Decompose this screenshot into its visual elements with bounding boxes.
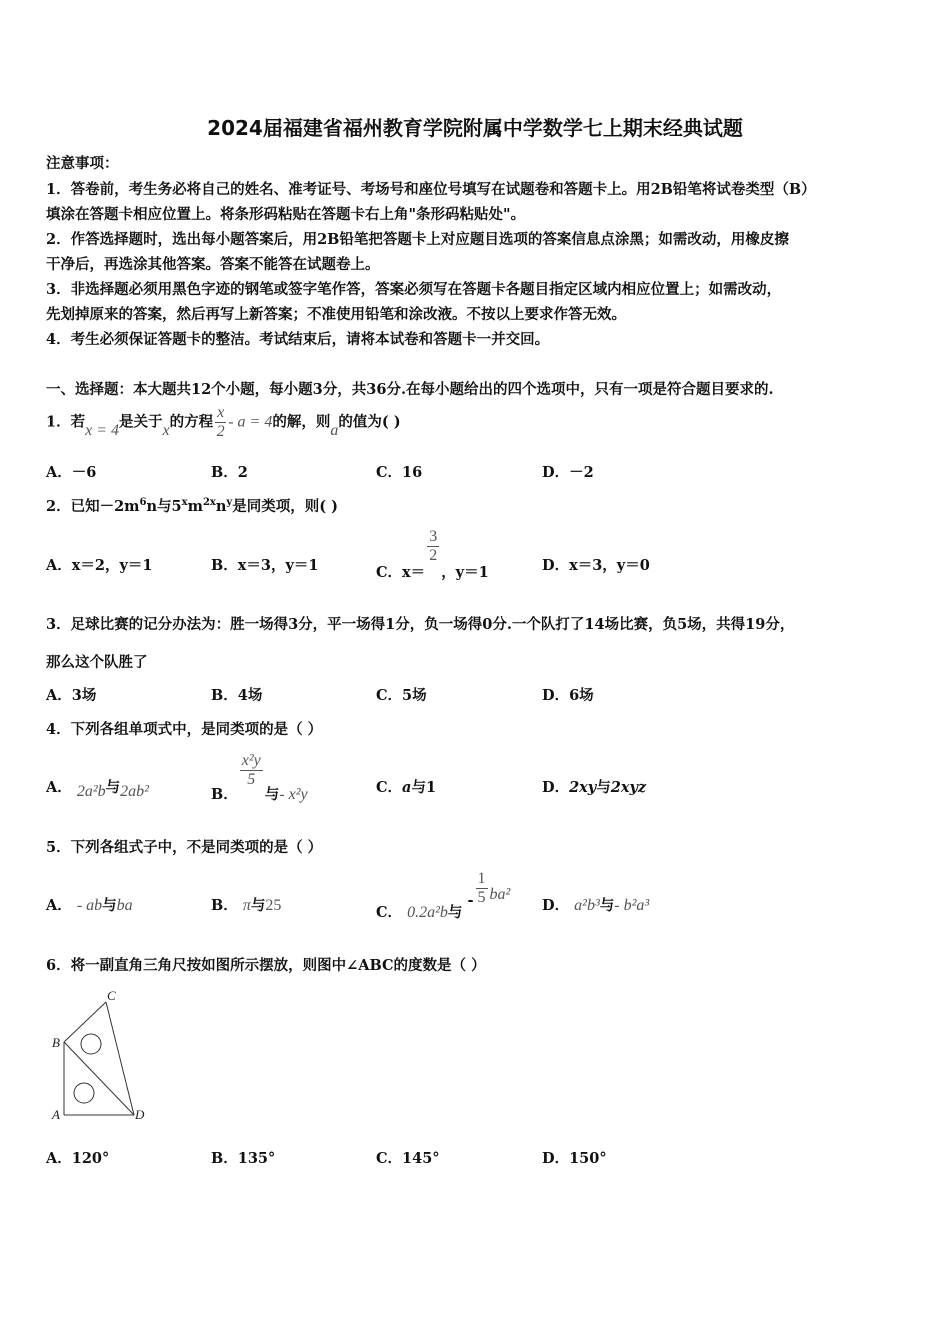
q1-text-c: 的方程: [169, 413, 214, 431]
q2-text-e: 是同类项，则( ): [232, 498, 339, 515]
q5-option-c-minus: -: [467, 891, 474, 909]
q2-option-c-numerator: 3: [429, 528, 438, 545]
q4-option-a-connector: 与: [105, 779, 121, 796]
q1-option-b[interactable]: B．2: [211, 464, 248, 481]
q5-option-d-label: D．: [542, 897, 570, 914]
q2-option-c-denominator: 2: [429, 547, 438, 564]
q5-option-c-denominator: 5: [477, 889, 486, 906]
q1-math-x-eq-4: x = 4: [85, 421, 119, 439]
q1-math-x: x: [162, 421, 170, 439]
q2-sup-3: 2x: [202, 497, 216, 509]
notice-line-4: 干净后，再选涂其他答案。答案不能答在试题卷上。: [46, 256, 380, 273]
q3-option-b[interactable]: B．4场: [211, 687, 263, 704]
q6-option-a[interactable]: A．120°: [46, 1150, 110, 1167]
lower-triangle-hole: [74, 1083, 94, 1103]
q4-option-c-label: C．: [376, 779, 403, 796]
q5-option-c[interactable]: [376, 870, 511, 921]
q1-fraction-denominator: 2: [216, 423, 225, 440]
q4-option-a-math-1: 2a²b: [76, 783, 106, 800]
section-heading: 一、选择题：本大题共12个小题，每小题3分，共36分.在每小题给出的四个选项中，只有一项是符合题目要求的.: [46, 381, 774, 398]
q1-math-equation: - a = 4: [228, 413, 273, 431]
q5-option-d-math-1: a²b³: [574, 897, 600, 914]
question-6: 6．将一副直角三角尺按如图所示摆放，则图中∠ABC的度数是（ ）: [46, 957, 486, 974]
q1-option-a[interactable]: A．－6: [46, 464, 97, 481]
q5-option-d-connector: 与: [599, 897, 615, 914]
q4-option-d-math-2: 2xyz: [610, 779, 647, 796]
label-c: C: [107, 988, 116, 1003]
q6-option-c[interactable]: C．145°: [376, 1150, 440, 1167]
q5-option-b[interactable]: [211, 894, 281, 915]
q2-option-c-tail: ，y＝1: [441, 563, 489, 581]
q5-option-c-numerator: 1: [477, 870, 486, 887]
q5-option-b-label: B．: [211, 897, 238, 914]
label-a: A: [52, 1107, 60, 1122]
q1-text-d: 的解，则: [272, 413, 331, 431]
q4-option-c-math: a: [402, 779, 412, 796]
q6-option-b[interactable]: B．135°: [211, 1150, 276, 1167]
q5-option-c-connector: 与: [447, 903, 463, 921]
q4-option-b-math-2: - x²y: [279, 785, 308, 803]
q4-option-a-label: A．: [46, 779, 72, 796]
q1-math-a: a: [330, 421, 339, 439]
q2-text-b: n与5: [146, 498, 182, 515]
q5-option-d[interactable]: [542, 894, 649, 915]
q6-option-d[interactable]: D．150°: [542, 1150, 607, 1167]
q4-option-c[interactable]: [376, 776, 436, 797]
q1-text-a: 1．若: [46, 413, 86, 431]
q4-option-a-math-2: 2ab²: [120, 783, 149, 800]
q3-option-a[interactable]: A．3场: [46, 687, 97, 704]
notice-line-7: 4．考生必须保证答题卡的整洁。考试结束后，请将本试卷和答题卡一并交回。: [46, 331, 550, 348]
question-4: 4．下列各组单项式中，是同类项的是（ ）: [46, 721, 323, 738]
q5-option-a-math-1: - ab: [76, 897, 103, 914]
q2-sup-2: x: [181, 497, 188, 509]
q4-option-b-numerator: x²y: [241, 752, 261, 769]
q4-option-d-connector: 与: [596, 779, 611, 796]
upper-triangle-hole: [81, 1034, 101, 1054]
question-2: [46, 495, 338, 516]
notice-line-2: 填涂在答题卡相应位置上。将条形码粘贴在答题卡右上角"条形码粘贴处"。: [46, 206, 526, 223]
q2-option-c-label: C．x＝: [376, 563, 426, 581]
label-b: B: [52, 1035, 60, 1050]
q1-option-c[interactable]: C．16: [376, 464, 423, 481]
notice-line-5: 3．非选择题必须用黑色字迹的钢笔或签字笔作答，答案必须写在答题卡各题目指定区域内相应位置上；如需改动，: [46, 281, 782, 298]
q4-option-b[interactable]: [211, 752, 308, 803]
question-5: 5．下列各组式子中，不是同类项的是（ ）: [46, 839, 323, 856]
q5-option-a-connector: 与: [102, 897, 117, 914]
triangle-figure: [46, 985, 156, 1125]
q2-text-d: n: [215, 498, 227, 515]
q5-option-b-math-1: π: [242, 897, 251, 914]
q2-option-c[interactable]: [376, 528, 489, 581]
q2-option-a[interactable]: A．x＝2，y＝1: [46, 557, 153, 574]
q4-option-b-fraction: [240, 752, 263, 789]
page-title: 2024届福建省福州教育学院附属中学数学七上期末经典试题: [207, 116, 743, 140]
q2-option-c-fraction: [427, 528, 439, 565]
notice-heading: 注意事项：: [46, 155, 119, 172]
notice-line-3: 2．作答选择题时，选出每小题答案后，用2B铅笔把答题卡上对应题目选项的答案信息点涂黑；如需改动，用橡皮擦: [46, 231, 789, 248]
q4-option-b-denominator: 5: [247, 771, 256, 788]
q3-option-c[interactable]: C．5场: [376, 687, 427, 704]
notice-line-1: 1．答卷前，考生务必将自己的姓名、准考证号、考场号和座位号填写在试题卷和答题卡上。用2B铅笔将试卷类型（B）: [46, 181, 816, 198]
q5-option-c-math-1: 0.2a²b: [407, 903, 448, 921]
question-1: [46, 404, 401, 441]
question-3-line-2: 那么这个队胜了: [46, 654, 148, 671]
question-3-line-1: 3．足球比赛的记分办法为：胜一场得3分，平一场得1分，负一场得0分.一个队打了14场比赛，负5场，共得19分，: [46, 616, 795, 633]
q4-option-c-tail: 与1: [411, 779, 437, 796]
q4-option-d-math-1: 2xy: [569, 779, 597, 796]
q2-sup-4: y: [226, 497, 233, 509]
q1-text-e: 的值为( ): [338, 413, 401, 431]
q2-option-b[interactable]: B．x＝3，y＝1: [211, 557, 319, 574]
q5-option-b-connector: 与: [250, 897, 266, 914]
label-d: D: [135, 1107, 145, 1122]
q2-text-a: 2．已知－2m: [46, 498, 140, 515]
q5-option-c-label: C．: [376, 903, 403, 921]
q5-option-d-math-2: - b²a³: [614, 897, 650, 914]
q2-option-d[interactable]: D．x＝3，y＝0: [542, 557, 650, 574]
notice-line-6: 先划掉原来的答案，然后再写上新答案；不准使用铅笔和涂改液。不按以上要求作答无效。: [46, 306, 626, 323]
q5-option-a-label: A．: [46, 897, 72, 914]
q1-fraction-numerator: x: [217, 404, 225, 421]
edge-cd: [106, 1002, 134, 1115]
q1-option-d[interactable]: D．－2: [542, 464, 594, 481]
q4-option-a[interactable]: [46, 776, 149, 800]
q2-sup-1: 6: [139, 497, 147, 509]
q1-fraction: [215, 404, 226, 441]
q4-option-d-label: D．: [542, 779, 570, 796]
edge-bd: [64, 1042, 134, 1115]
q4-option-d[interactable]: [542, 776, 646, 797]
q1-text-b: 是关于: [119, 413, 163, 431]
q5-option-b-math-2: 25: [265, 897, 282, 914]
q4-option-b-connector: 与: [264, 785, 280, 803]
q5-option-c-math-2: ba²: [489, 885, 511, 903]
q3-option-d[interactable]: D．6场: [542, 687, 594, 704]
q5-option-a[interactable]: [46, 894, 133, 915]
q5-option-a-math-2: ba: [116, 897, 133, 914]
q2-text-c: m: [187, 498, 203, 515]
q4-option-b-label: B．: [211, 785, 238, 803]
q5-option-c-fraction: [476, 870, 488, 907]
